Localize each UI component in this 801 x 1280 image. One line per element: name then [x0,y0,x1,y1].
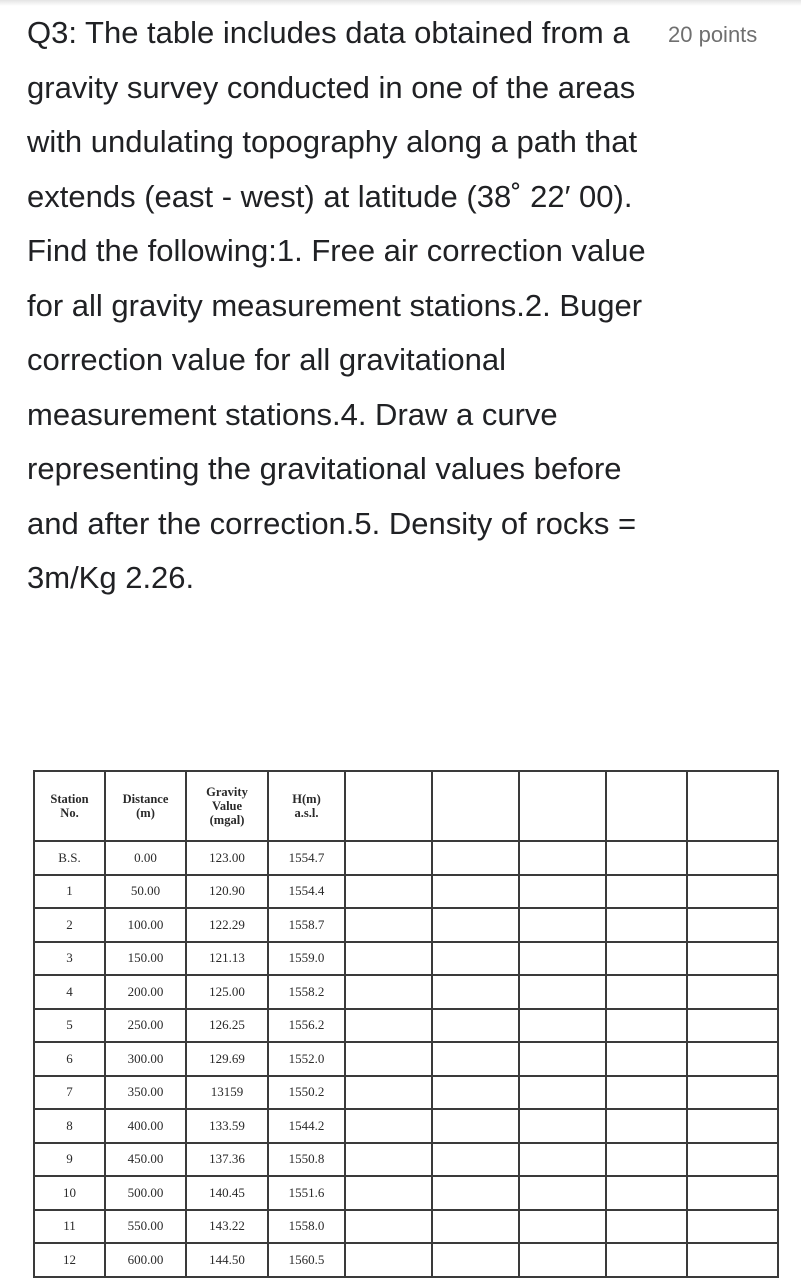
table-cell: 1554.7 [268,841,345,875]
table-cell: 0.00 [105,841,186,875]
data-table-container [33,770,777,1276]
column-header [105,771,186,841]
table-cell: 143.22 [186,1210,268,1244]
column-header [34,771,105,841]
table-cell: 1554.4 [268,875,345,909]
empty-cell [345,942,432,976]
empty-cell [432,1042,519,1076]
table-cell: 2 [34,908,105,942]
table-cell: 12 [34,1243,105,1277]
empty-cell [432,908,519,942]
empty-cell [606,1109,687,1143]
empty-cell [519,1143,606,1177]
table-cell: 6 [34,1042,105,1076]
empty-cell [687,975,778,1009]
table-cell: 125.00 [186,975,268,1009]
empty-header-cell [432,771,519,841]
empty-cell [606,1210,687,1244]
points-label: 20 points [668,22,758,47]
table-cell: 600.00 [105,1243,186,1277]
table-cell: 350.00 [105,1076,186,1110]
column-header-line: (mgal) [209,813,245,827]
table-row [34,1176,778,1210]
empty-cell [687,875,778,909]
table-row [34,1042,778,1076]
survey-data-table [33,770,779,1278]
empty-header-cell [519,771,606,841]
table-cell: 8 [34,1109,105,1143]
table-cell: 1560.5 [268,1243,345,1277]
table-row [34,1076,778,1110]
empty-cell [687,1243,778,1277]
table-cell: 1552.0 [268,1042,345,1076]
empty-cell [345,908,432,942]
empty-cell [519,875,606,909]
column-header [186,771,268,841]
empty-cell [687,1210,778,1244]
empty-cell [432,1243,519,1277]
table-row [34,1009,778,1043]
table-cell: 7 [34,1076,105,1110]
table-cell: 1558.7 [268,908,345,942]
table-row [34,975,778,1009]
empty-cell [432,1109,519,1143]
table-cell: 1559.0 [268,942,345,976]
empty-cell [432,1009,519,1043]
empty-cell [687,1109,778,1143]
table-cell: 1 [34,875,105,909]
empty-cell [432,942,519,976]
empty-cell [606,1176,687,1210]
table-row [34,908,778,942]
table-cell: B.S. [34,841,105,875]
table-cell: 1558.0 [268,1210,345,1244]
empty-cell [345,841,432,875]
empty-cell [432,1210,519,1244]
table-cell: 5 [34,1009,105,1043]
empty-cell [519,975,606,1009]
table-cell: 140.45 [186,1176,268,1210]
table-cell: 400.00 [105,1109,186,1143]
empty-cell [345,975,432,1009]
table-cell: 50.00 [105,875,186,909]
empty-cell [687,1176,778,1210]
empty-cell [345,1109,432,1143]
table-header-row [34,771,778,841]
empty-cell [432,1076,519,1110]
table-row [34,1243,778,1277]
empty-cell [687,1042,778,1076]
empty-cell [345,1042,432,1076]
empty-header-cell [345,771,432,841]
table-row [34,942,778,976]
empty-header-cell [606,771,687,841]
empty-cell [432,1176,519,1210]
empty-cell [606,1243,687,1277]
table-cell: 4 [34,975,105,1009]
empty-cell [519,1210,606,1244]
column-header-line: a.s.l. [294,806,319,820]
empty-cell [606,1076,687,1110]
empty-cell [432,875,519,909]
table-row [34,1143,778,1177]
table-cell: 10 [34,1176,105,1210]
empty-cell [606,841,687,875]
table-cell: 137.36 [186,1143,268,1177]
table-cell: 550.00 [105,1210,186,1244]
empty-cell [345,1176,432,1210]
empty-cell [432,1143,519,1177]
column-header-line: No. [60,806,79,820]
table-cell: 13159 [186,1076,268,1110]
table-row [34,841,778,875]
empty-cell [345,1076,432,1110]
table-cell: 1550.8 [268,1143,345,1177]
table-cell: 3 [34,942,105,976]
table-cell: 1556.2 [268,1009,345,1043]
empty-cell [345,1143,432,1177]
empty-cell [606,1009,687,1043]
question-text: Q3: The table includes data obtained from a gravity survey conducted in one of the areas with undulating topography along a path that extends (east - west) at latitude (38˚ 22′ 00). Find the following:1. Free air correction value for all gravity measurement stations.2. Buger correction value for all gravitational measurement stations.4. Draw a curve representing the gravitational values before and after the correction.5. Density of rocks = 3m/Kg 2.26. [27,15,646,595]
table-cell: 121.13 [186,942,268,976]
table-body [34,841,778,1277]
table-row [34,1109,778,1143]
table-cell: 450.00 [105,1143,186,1177]
column-header-line: Gravity [206,785,248,799]
empty-cell [345,1210,432,1244]
empty-cell [687,841,778,875]
table-row [34,1210,778,1244]
table-cell: 1550.2 [268,1076,345,1110]
empty-cell [432,841,519,875]
column-header-line: Station [50,792,89,806]
empty-cell [519,1042,606,1076]
column-header-line: Distance [122,792,169,806]
empty-cell [519,1076,606,1110]
column-header-line: H(m) [292,792,321,806]
empty-cell [345,1243,432,1277]
column-header-line: Value [211,799,243,813]
table-cell: 9 [34,1143,105,1177]
empty-cell [606,1143,687,1177]
empty-cell [519,841,606,875]
table-cell: 144.50 [186,1243,268,1277]
table-cell: 1551.6 [268,1176,345,1210]
empty-cell [687,1076,778,1110]
table-cell: 1558.2 [268,975,345,1009]
empty-cell [687,1009,778,1043]
table-cell: 500.00 [105,1176,186,1210]
table-cell: 133.59 [186,1109,268,1143]
empty-cell [606,908,687,942]
table-cell: 1544.2 [268,1109,345,1143]
empty-cell [432,975,519,1009]
empty-cell [687,942,778,976]
table-cell: 129.69 [186,1042,268,1076]
table-cell: 300.00 [105,1042,186,1076]
table-cell: 123.00 [186,841,268,875]
column-header-line: (m) [136,806,155,820]
empty-cell [519,1109,606,1143]
empty-cell [687,1143,778,1177]
table-cell: 126.25 [186,1009,268,1043]
empty-cell [519,1009,606,1043]
table-cell: 150.00 [105,942,186,976]
empty-header-cell [687,771,778,841]
empty-cell [345,1009,432,1043]
empty-cell [606,942,687,976]
table-cell: 11 [34,1210,105,1244]
empty-cell [519,1176,606,1210]
table-cell: 250.00 [105,1009,186,1043]
table-cell: 120.90 [186,875,268,909]
column-header [268,771,345,841]
table-cell: 100.00 [105,908,186,942]
empty-cell [687,908,778,942]
empty-cell [519,1243,606,1277]
empty-cell [519,908,606,942]
empty-cell [606,1042,687,1076]
table-cell: 200.00 [105,975,186,1009]
table-row [34,875,778,909]
empty-cell [606,875,687,909]
empty-cell [345,875,432,909]
table-cell: 122.29 [186,908,268,942]
empty-cell [519,942,606,976]
empty-cell [606,975,687,1009]
